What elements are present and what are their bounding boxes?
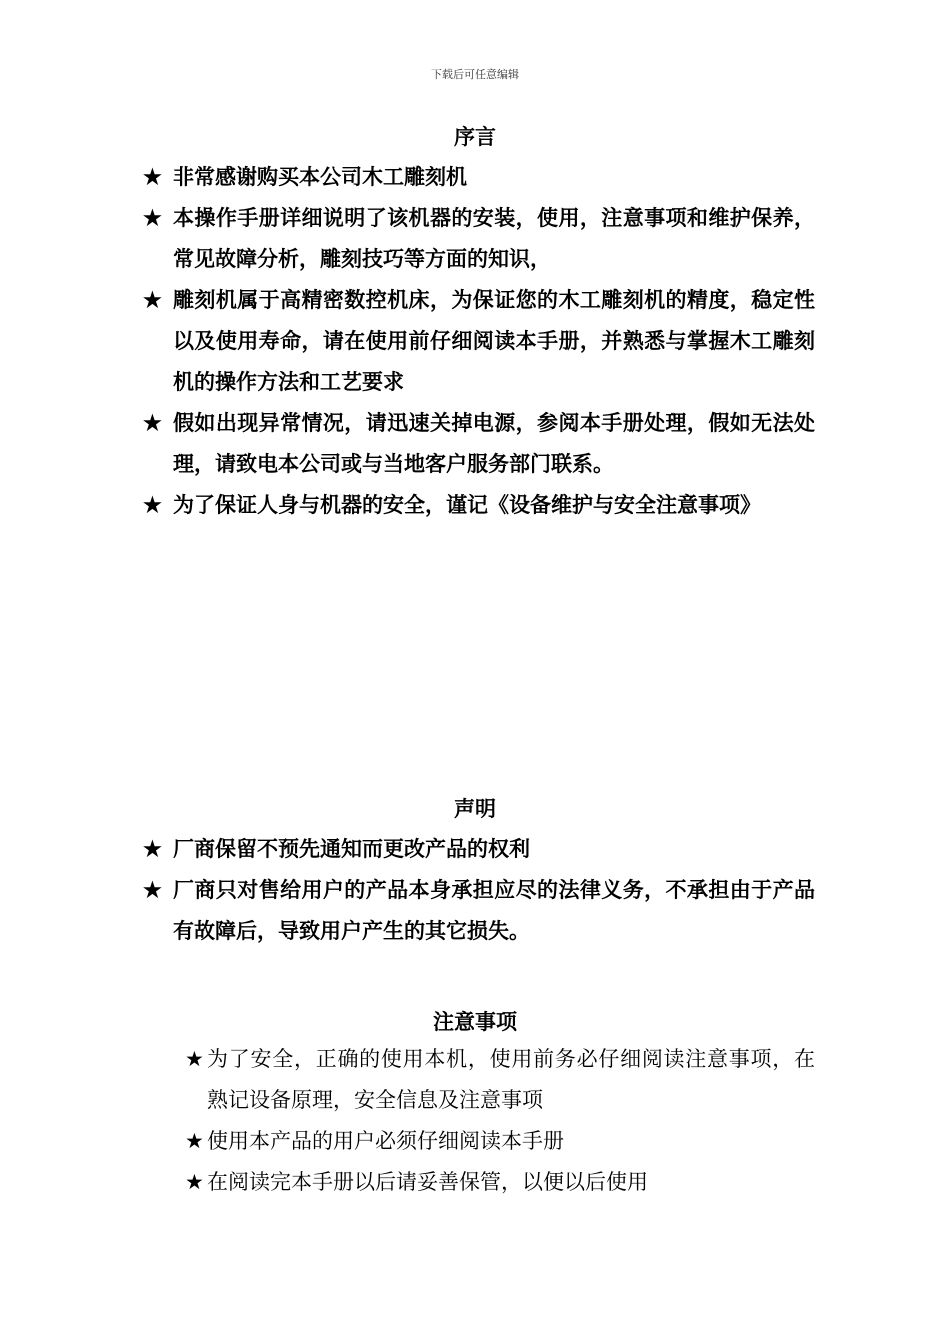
star-icon: ★	[143, 287, 162, 312]
preface-list	[143, 156, 815, 525]
star-icon: ★	[143, 205, 162, 230]
notes-list	[185, 1039, 815, 1203]
list-item	[143, 402, 815, 484]
list-item	[143, 279, 815, 402]
star-icon: ★	[143, 492, 162, 517]
star-icon: ★	[185, 1129, 204, 1153]
star-icon: ★	[185, 1047, 204, 1071]
list-item	[185, 1039, 815, 1121]
list-item-text: 雕刻机属于高精密数控机床，为保证您的木工雕刻机的精度，稳定性以及使用寿命，请在使用前仔细阅读本手册，并熟悉与掌握木工雕刻机的操作方法和工艺要求	[173, 287, 815, 394]
list-item	[143, 197, 815, 279]
list-item-text: 厂商只对售给用户的产品本身承担应尽的法律义务，不承担由于产品有故障后，导致用户产生的其它损失。	[173, 877, 815, 943]
page-header: 下载后可任意编辑	[431, 68, 519, 81]
list-item-text: 假如出现异常情况，请迅速关掉电源，参阅本手册处理，假如无法处理，请致电本公司或与当地客户服务部门联系。	[173, 410, 815, 476]
star-icon: ★	[143, 410, 162, 435]
list-item-text: 为了安全，正确的使用本机，使用前务必仔细阅读注意事项，在熟记设备原理，安全信息及注意事项	[207, 1047, 815, 1112]
list-item	[143, 156, 815, 197]
list-item	[143, 828, 815, 869]
list-item-text: 为了保证人身与机器的安全，谨记《设备维护与安全注意事项》	[173, 492, 761, 517]
list-item-text: 在阅读完本手册以后请妥善保管，以便以后使用	[207, 1170, 648, 1194]
preface-title: 序言	[454, 124, 496, 149]
list-item-text: 使用本产品的用户必须仔细阅读本手册	[207, 1129, 564, 1153]
list-item	[185, 1162, 815, 1203]
list-item	[185, 1121, 815, 1162]
list-item-text: 本操作手册详细说明了该机器的安装，使用，注意事项和维护保养，常见故障分析，雕刻技巧等方面的知识，	[173, 205, 815, 271]
list-item	[143, 484, 815, 525]
star-icon: ★	[143, 877, 162, 902]
notes-title: 注意事项	[433, 1009, 517, 1034]
list-item	[143, 869, 815, 951]
star-icon: ★	[143, 836, 162, 861]
star-icon: ★	[143, 164, 162, 189]
statement-list	[143, 828, 815, 951]
list-item-text: 非常感谢购买本公司木工雕刻机	[173, 164, 467, 189]
star-icon: ★	[185, 1170, 204, 1194]
statement-title: 声明	[454, 796, 496, 821]
list-item-text: 厂商保留不预先通知而更改产品的权利	[173, 836, 530, 861]
